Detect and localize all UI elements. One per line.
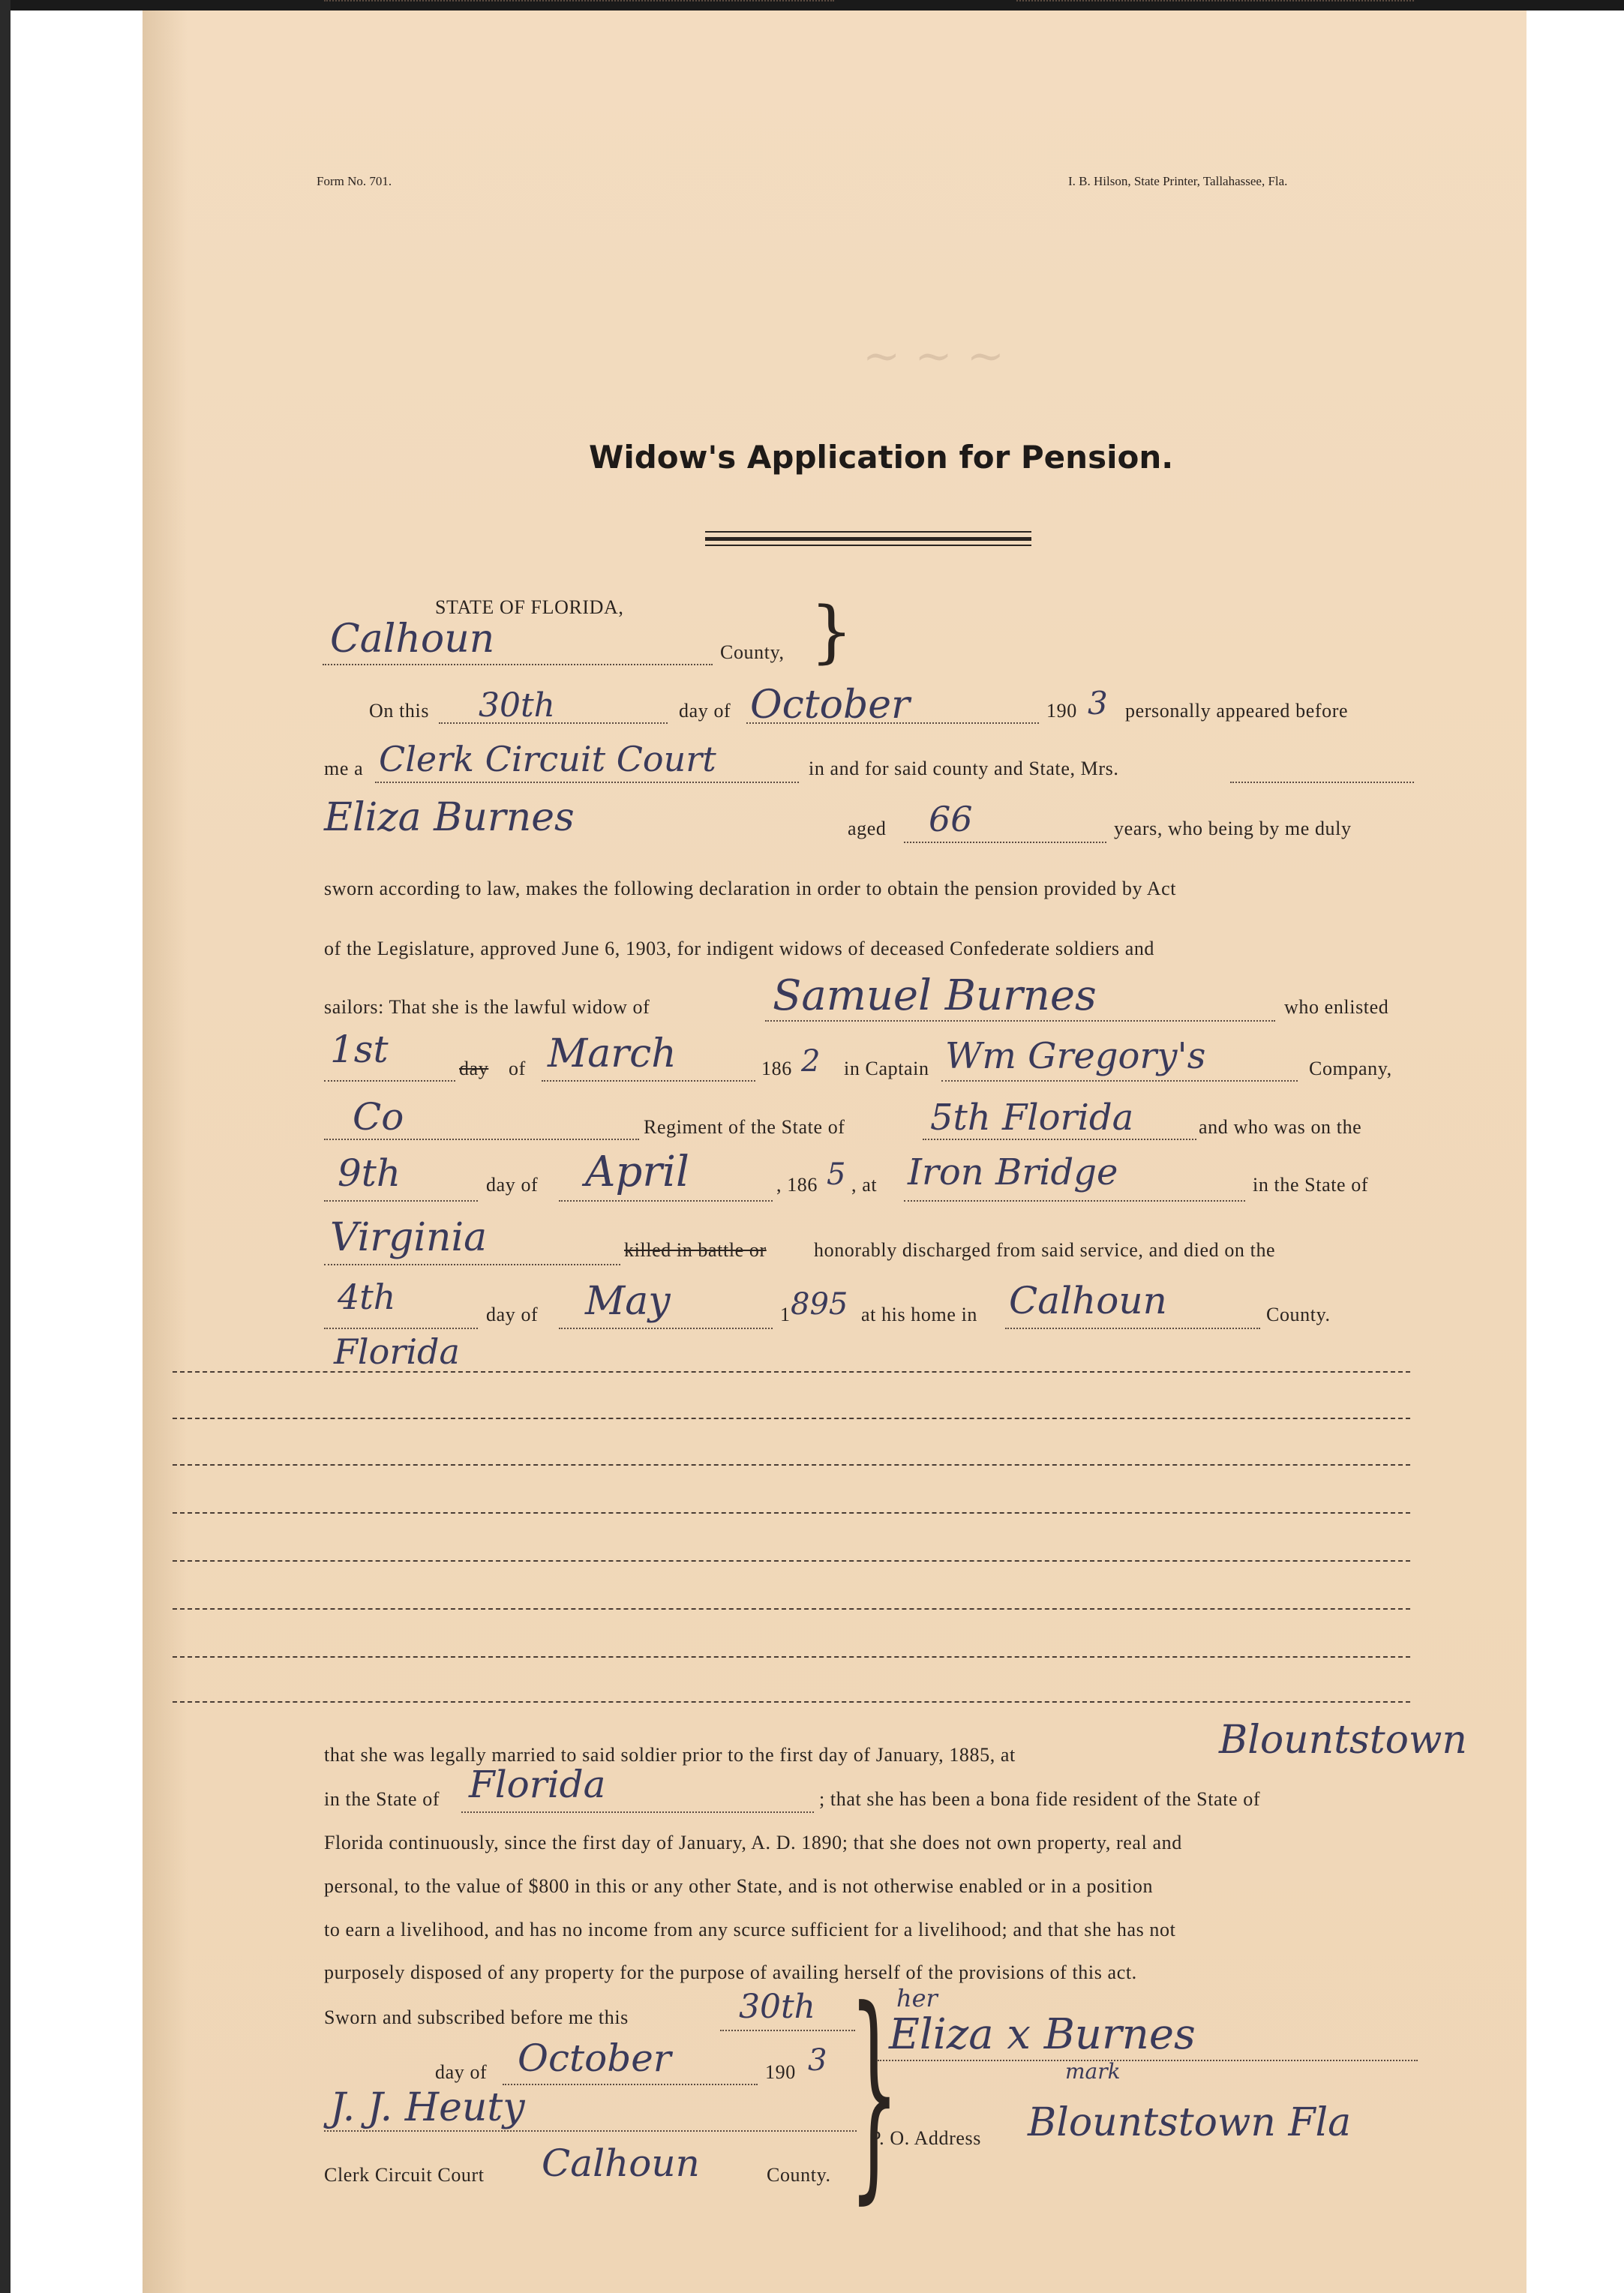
residence-line: Florida continuously, since the first day of January, A. D. 1890; that she does not own property, real and [324,1832,1182,1853]
blank-line [173,1464,1410,1466]
years-label: years, who being by me duly [1114,818,1352,839]
company-label: Company, [1309,1058,1392,1079]
po-address-value: Blountstown Fla [1028,2100,1352,2145]
in-state-of-label: in the State of [1253,1174,1369,1196]
officer-line [375,782,799,783]
discharge-place-value: Iron Bridge [908,1151,1118,1193]
county-line [323,664,713,665]
sworn-year-label: 190 [765,2061,796,2083]
form-number: Form No. 701. [317,174,392,188]
state-brace: } [810,593,854,671]
regiment-number-value: Co [353,1095,404,1139]
sworn-month-line [503,2084,758,2085]
day-line [439,722,668,724]
at-label: , at [851,1174,878,1196]
personally-label: personally appeared before [1125,700,1349,722]
state-heading: STATE OF FLORIDA, [435,596,624,618]
widow-signature: Eliza x Burnes [889,2010,1196,2059]
declaration-line-1: sworn according to law, makes the following declaration in order to obtain the pension provided by Act [324,878,1177,899]
page-title: Widow's Application for Pension. [589,439,1174,476]
page-shading [143,11,188,2293]
county-end-label: County. [1266,1304,1331,1325]
title-rule-bottom [705,545,1031,546]
death-day-value: 4th [338,1277,396,1317]
year-18-label: 1 [780,1304,791,1325]
and-who-label: and who was on the [1199,1116,1362,1138]
married-state-line [461,1811,814,1813]
blank-line [173,1418,1410,1419]
declaration-line-2: of the Legislature, approved June 6, 1903, for indigent widows of deceased Confederate soldiers and [324,938,1155,959]
title-rule-thick [705,537,1031,541]
age-value: 66 [929,799,973,839]
day-value: 30th [479,686,556,725]
discharge-day-line [324,1200,478,1202]
po-address-label: P. O. Address [870,2127,981,2149]
married-label: that she was legally married to said soldier prior to the first day of January, 1885, at [324,1744,1016,1766]
sworn-label: Sworn and subscribed before me this [324,2006,629,2028]
regiment-state-line [923,1139,1196,1140]
enlist-month-value: March [548,1031,677,1076]
regiment-number-line [324,1139,639,1140]
enlist-month-line [542,1080,755,1082]
widow-name-value: Eliza Burnes [324,795,575,840]
year-digit: 3 [1088,685,1108,722]
day-struck-label: day [459,1058,489,1079]
home-county-value: Calhoun [1009,1279,1167,1322]
discharge-state-line [324,1264,620,1265]
home-county-line [1005,1328,1260,1329]
sworn-day-value: 30th [739,1988,816,2026]
on-this-label: On this [369,700,430,722]
county-state-label: in and for said county and State, Mrs. [809,758,1119,779]
county-label: County, [720,641,785,663]
home-state-value: Florida [334,1331,460,1372]
clerk-county-label: County. [767,2164,831,2186]
scanner-top-edge [0,0,1624,11]
death-month-line [559,1328,773,1329]
discharge-year-digit: 5 [827,1157,846,1192]
of-label: of [509,1058,526,1079]
discharge-place-line [904,1200,1245,1202]
in-the-state-of-label: in the State of [324,1788,440,1810]
clerk-label: Clerk Circuit Court [324,2164,485,2186]
sailors-label: sailors: That she is the lawful widow of [324,996,650,1018]
regiment-label: Regiment of the State of [644,1116,845,1138]
widow-signature-line [878,2060,1418,2061]
clerk-signature-line [324,2130,857,2132]
day-of-label-3: day of [486,1304,539,1325]
sworn-day-of-label: day of [435,2061,488,2083]
year-186-label-2: , 186 [776,1174,818,1196]
me-a-label: me a [324,758,364,779]
scanner-left-edge [0,0,11,2293]
po-address-line [1016,0,1414,2]
month-value: October [750,683,910,728]
officer-value: Clerk Circuit Court [379,739,716,779]
clerk-signature: J. J. Heuty [330,2085,525,2130]
year-prefix: 190 [1046,700,1077,722]
death-month-value: May [585,1279,671,1324]
sworn-day-line [720,2030,855,2031]
age-line [904,842,1106,843]
income-line: to earn a livelihood, and has no income from any scurce sufficient for a livelihood; and that she has not [324,1919,1176,1940]
captain-line [941,1080,1298,1082]
death-day-line [324,1328,478,1329]
death-year-value: 895 [791,1287,848,1322]
who-enlisted-label: who enlisted [1284,996,1389,1018]
disposal-line: purposely disposed of any property for the purpose of availing herself of the provisions of this act. [324,1961,1137,1983]
printer-credit: I. B. Hilson, State Printer, Tallahassee, Fla. [1068,174,1288,188]
mrs-line [1230,782,1414,783]
blank-line [173,1701,1410,1703]
title-rule [705,531,1031,533]
county-handwritten: Calhoun [330,617,495,662]
sworn-month-value: October [518,2036,671,2080]
day-of-label: day of [679,700,731,722]
day-of-label-2: day of [486,1174,539,1196]
discharge-state-value: Virginia [330,1215,488,1260]
blank-line [173,1560,1410,1562]
soldier-name-value: Samuel Burnes [773,971,1097,1020]
widow-name-line [324,0,834,2]
property-line: personal, to the value of $800 in this or any other State, and is not otherwise enabled or in a position [324,1875,1154,1897]
mark-mark-label: mark [1065,2059,1121,2084]
blank-line [173,1371,1410,1373]
married-state-value: Florida [469,1763,606,1806]
blank-line [173,1512,1410,1514]
discharge-day-value: 9th [338,1151,401,1195]
captain-label: in Captain [844,1058,929,1079]
mark-her-label: her [896,1984,938,2012]
bleed-through-ink: ~ ~ ~ [863,330,1004,383]
aged-label: aged [848,818,887,839]
captain-value: Wm Gregory's [945,1035,1206,1077]
enlist-day-line [324,1080,455,1082]
soldier-name-line [765,1020,1275,1022]
at-home-label: at his home in [861,1304,977,1325]
discharge-month-value: April [585,1148,689,1196]
resident-label: ; that she has been a bona fide resident of the State of [819,1788,1261,1810]
married-place-value: Blountstown [1219,1718,1467,1763]
killed-struck-label: killed in battle or [624,1239,767,1261]
blank-line [173,1608,1410,1610]
year-186-label: 186 [761,1058,792,1079]
blank-line [173,1656,1410,1658]
discharge-month-line [559,1200,773,1202]
month-line [746,722,1039,724]
enlist-year-digit: 2 [801,1044,821,1079]
sworn-year-digit: 3 [808,2043,827,2078]
enlist-day-value: 1st [330,1028,389,1071]
regiment-state-value: 5th Florida [930,1097,1134,1139]
discharged-label: honorably discharged from said service, and died on the [814,1239,1276,1261]
clerk-county-value: Calhoun [542,2141,700,2185]
sworn-brace: } [849,1961,899,2223]
